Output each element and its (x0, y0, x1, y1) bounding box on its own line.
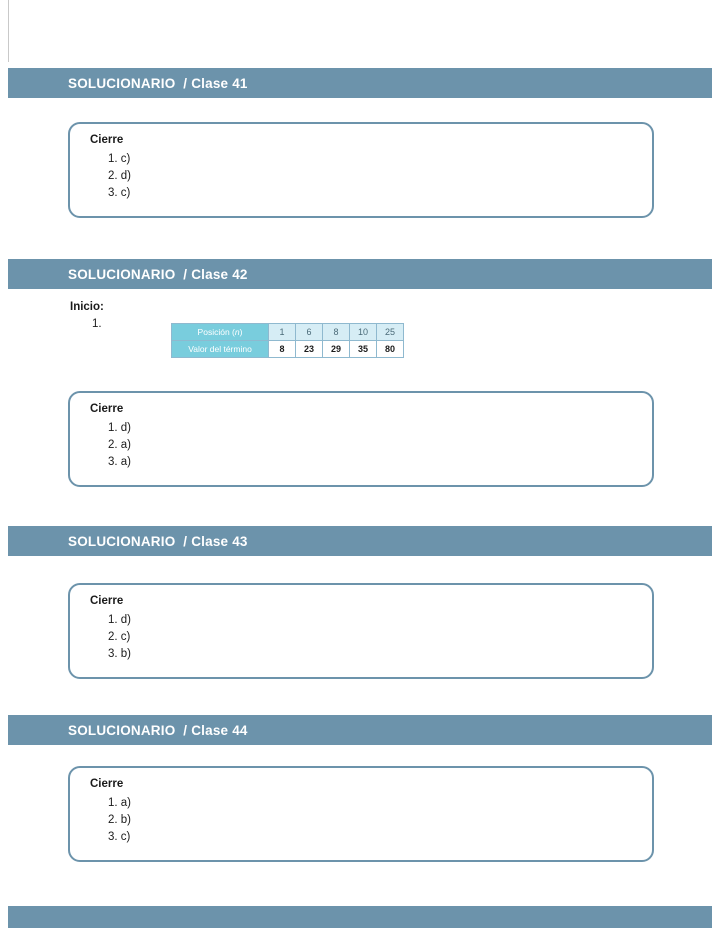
section-header-prefix: SOLUCIONARIO (68, 75, 176, 91)
section-header-text (68, 534, 248, 549)
answer-item: 2. b) (108, 814, 132, 826)
table-row (172, 324, 404, 341)
section-header-text (68, 267, 248, 282)
card-title: Cierre (90, 595, 124, 607)
section-header-class: Clase 41 (191, 75, 248, 91)
table-row-label-term: Valor del término (172, 341, 269, 358)
card-title: Cierre (90, 778, 124, 790)
answer-card-clase-41 (68, 122, 654, 218)
table-row (172, 341, 404, 358)
answer-card-clase-43 (68, 583, 654, 679)
answer-item: 1. d) (108, 614, 132, 626)
answer-list (108, 420, 131, 471)
table-row-label-position: Posición (n) (172, 324, 269, 341)
table-cell-term: 23 (296, 341, 323, 358)
answer-list (108, 612, 131, 663)
footer-band (8, 906, 712, 928)
table-cell-position: 25 (377, 324, 404, 341)
section-header-clase-41 (8, 68, 712, 98)
card-title: Cierre (90, 403, 124, 415)
table-cell-position: 8 (323, 324, 350, 341)
table-cell-position: 1 (269, 324, 296, 341)
table-cell-term: 80 (377, 341, 404, 358)
table-cell-position: 10 (350, 324, 377, 341)
section-header-separator: / (175, 722, 192, 738)
answer-item: 1. d) (108, 422, 132, 434)
table-cell-position: 6 (296, 324, 323, 341)
section-header-class: Clase 44 (191, 722, 248, 738)
section-header-text (68, 723, 248, 738)
answer-item: 1. a) (108, 797, 132, 809)
inicio-label: Inicio: (70, 301, 104, 313)
section-header-text (68, 76, 248, 91)
answer-card-clase-42 (68, 391, 654, 487)
section-header-prefix: SOLUCIONARIO (68, 266, 176, 282)
answer-list (108, 795, 131, 846)
section-header-class: Clase 43 (191, 533, 248, 549)
answer-item: 3. c) (108, 187, 131, 199)
answer-card-clase-44 (68, 766, 654, 862)
answer-item: 3. b) (108, 648, 132, 660)
section-header-class: Clase 42 (191, 266, 248, 282)
section-header-separator: / (175, 533, 192, 549)
section-header-clase-43 (8, 526, 712, 556)
answer-item: 3. a) (108, 456, 132, 468)
section-header-clase-42 (8, 259, 712, 289)
answer-item: 2. c) (108, 631, 131, 643)
answer-item: 2. a) (108, 439, 132, 451)
answer-item: 1. c) (108, 153, 131, 165)
section-header-separator: / (175, 266, 192, 282)
answer-item: 2. d) (108, 170, 132, 182)
table-cell-term: 35 (350, 341, 377, 358)
table-cell-term: 8 (269, 341, 296, 358)
answer-list (108, 151, 131, 202)
section-header-clase-44 (8, 715, 712, 745)
card-title: Cierre (90, 134, 124, 146)
table-cell-term: 29 (323, 341, 350, 358)
page-left-rule (8, 0, 9, 62)
section-header-prefix: SOLUCIONARIO (68, 533, 176, 549)
answer-item: 3. c) (108, 831, 131, 843)
section-header-separator: / (175, 75, 192, 91)
inicio-item-number: 1. (92, 318, 102, 330)
sequence-table (171, 323, 404, 358)
section-header-prefix: SOLUCIONARIO (68, 722, 176, 738)
